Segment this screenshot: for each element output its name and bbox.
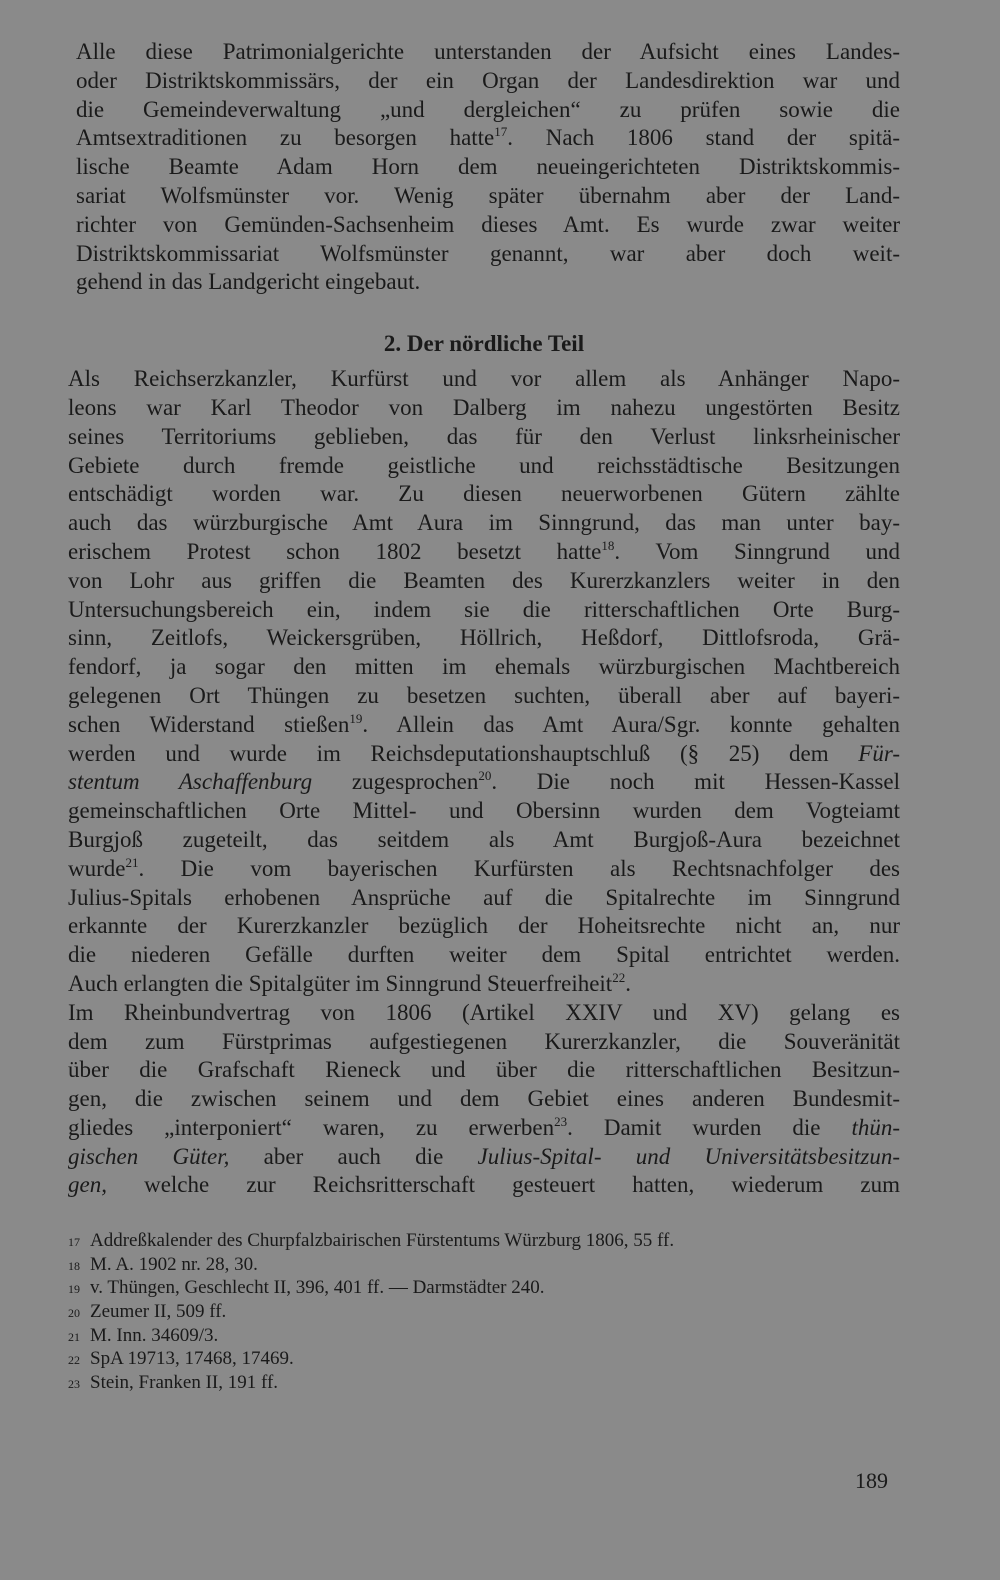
footnote-text: Zeumer II, 509 ff. [90, 1301, 227, 1323]
footnote-ref-18: 18 [601, 537, 615, 553]
text-segment: . Die vom bayerischen Kurfürsten als Rechtsnachfolger des [138, 855, 900, 881]
paragraph-patrimonialgerichte [76, 38, 900, 297]
text-segment: . Vom Sinngrund und [614, 538, 900, 564]
text-line: sinn, Zeitlofs, Weickersgrüben, Höllrich, Heßdorf, Dittlofsroda, Grä- [68, 625, 900, 651]
text-segment: aber auch die [229, 1143, 478, 1169]
italic-segment: Für- [858, 740, 900, 766]
text-line: erkannte der Kurerzkanzler bezüglich der Hoheitsrechte nicht an, nur [68, 913, 900, 939]
page-content [68, 38, 900, 1395]
footnote-ref-21: 21 [125, 854, 139, 870]
text-segment: . [625, 970, 631, 996]
italic-segment: Julius-Spital- und Universitätsbesitzun- [477, 1143, 900, 1169]
italic-segment: stentum Aschaffenburg [68, 769, 313, 795]
text-line [68, 1171, 900, 1200]
text-line: oder Distriktskommissärs, der ein Organ der Landesdirektion war und [76, 67, 900, 93]
footnote-ref-17: 17 [494, 124, 508, 140]
text-line: von Lohr aus griffen die Beamten des Kurerzkanzlers weiter in den [68, 567, 900, 593]
text-line: gemeinschaftlichen Orte Mittel- und Obersinn wurden dem Vogteiamt [68, 798, 900, 824]
text-line: fendorf, ja sogar den mitten im ehemals würzburgischen Machtbereich [68, 654, 900, 680]
footnote-number: 17 [68, 1235, 80, 1250]
text-line: die niederen Gefälle durften weiter dem Spital entrichtet werden. [68, 942, 900, 968]
text-segment: zugesprochen [312, 769, 479, 795]
text-line: leons war Karl Theodor von Dalberg im nahezu ungestörten Besitz [68, 394, 900, 420]
text-line [68, 740, 900, 769]
footnote-number: 18 [68, 1258, 80, 1273]
footnote-19 [68, 1277, 900, 1301]
text-line: Als Reichserzkanzler, Kurfürst und vor allem als Anhänger Napo- [68, 366, 900, 392]
text-line: gelegenen Ort Thüngen zu besetzen suchten, überall aber auf bayeri- [68, 682, 900, 708]
footnote-text: M. Inn. 34609/3. [90, 1324, 219, 1346]
text-line: Untersuchungsbereich ein, indem sie die ritterschaftlichen Orte Burg- [68, 596, 900, 622]
text-line [68, 1143, 900, 1172]
text-line: lische Beamte Adam Horn dem neueingerichteten Distriktskommis- [76, 154, 900, 180]
text-line: dem zum Fürstprimas aufgestiegenen Kurerzkanzler, die Souveränität [68, 1028, 900, 1054]
footnote-text: v. Thüngen, Geschlecht II, 396, 401 ff. — Darmstädter 240. [90, 1277, 545, 1299]
italic-segment: thün- [851, 1114, 900, 1140]
footnote-text: Stein, Franken II, 191 ff. [90, 1371, 279, 1393]
text-segment: . Die noch mit Hessen-Kassel [491, 769, 900, 795]
footnote-21 [68, 1325, 900, 1349]
text-line: Im Rheinbundvertrag von 1806 (Artikel XXIV und XV) gelang es [68, 999, 900, 1025]
footnote-22 [68, 1348, 900, 1372]
paragraph-rheinbundvertrag [68, 999, 900, 1201]
paragraph-reichserzkanzler [68, 365, 900, 999]
footnote-ref-19: 19 [349, 710, 363, 726]
text-line: Alle diese Patrimonialgerichte unterstanden der Aufsicht eines Landes- [76, 39, 900, 64]
footnote-number: 19 [68, 1282, 80, 1297]
footnote-18 [68, 1254, 900, 1278]
text-line: Burgjoß zugeteilt, das seitdem als Amt Burgjoß-Aura bezeichnet [68, 826, 900, 852]
text-segment: . Allein das Amt Aura/Sgr. konnte gehalten [362, 711, 900, 737]
text-segment: . Damit wurden die [567, 1114, 852, 1140]
footnote-number: 22 [68, 1353, 80, 1368]
footnote-number: 23 [68, 1376, 80, 1391]
footnote-text: M. A. 1902 nr. 28, 30. [90, 1253, 258, 1275]
text-line [68, 768, 900, 797]
section-heading: 2. Der nördliche Teil [383, 331, 585, 357]
footnote-text: Addreßkalender des Churpfalzbairischen Fürstentums Würzburg 1806, 55 ff. [90, 1230, 675, 1252]
text-segment: welche zur Reichsritterschaft gesteuert hatten, wiederum zum [106, 1172, 900, 1198]
text-line [68, 855, 900, 884]
text-segment: erischem Protest schon 1802 besetzt hatte [68, 538, 602, 564]
text-line [68, 711, 900, 740]
footnote-17 [68, 1230, 900, 1254]
italic-segment: gischen Güter, [68, 1143, 230, 1169]
italic-segment: gen, [68, 1172, 107, 1198]
text-segment: Auch erlangten die Spitalgüter im Sinngrund Steuerfreiheit [68, 970, 613, 996]
text-line: die Gemeindeverwaltung „und dergleichen“ zu prüfen sowie die [76, 96, 900, 122]
footnote-20 [68, 1301, 900, 1325]
text-line: gen, die zwischen seinem und dem Gebiet eines anderen Bundesmit- [68, 1086, 900, 1112]
text-segment: werden und wurde im Reichsdeputationshauptschluß (§ 25) dem [68, 740, 859, 766]
text-line: gehend in das Landgericht eingebaut. [76, 269, 421, 295]
text-line: auch das würzburgische Amt Aura im Sinngrund, das man unter bay- [68, 510, 900, 536]
footnote-number: 21 [68, 1329, 80, 1344]
text-line [76, 124, 900, 153]
footnotes [68, 1230, 900, 1395]
text-line: entschädigt worden war. Zu diesen neuerworbenen Gütern zählte [68, 481, 900, 507]
footnote-ref-23: 23 [554, 1113, 568, 1129]
text-line: über die Grafschaft Rieneck und über die ritterschaftlichen Besitzun- [68, 1057, 900, 1083]
text-line: Distriktskommissariat Wolfsmünster genannt, war aber doch weit- [76, 240, 900, 266]
text-line: richter von Gemünden-Sachsenheim dieses Amt. Es wurde zwar weiter [76, 211, 900, 237]
text-segment: . Nach 1806 stand der spitä- [507, 125, 900, 151]
footnote-23 [68, 1372, 900, 1396]
text-line [68, 970, 900, 999]
text-segment: Amtsextraditionen zu besorgen hatte [76, 125, 495, 151]
text-line [68, 538, 900, 567]
text-segment: gliedes „interponiert“ waren, zu erwerben [68, 1114, 555, 1140]
footnote-number: 20 [68, 1306, 80, 1321]
text-line: seines Territoriums geblieben, das für den Verlust linksrheinischer [68, 423, 900, 449]
footnote-text: SpA 19713, 17468, 17469. [90, 1348, 294, 1370]
footnote-ref-20: 20 [478, 768, 492, 784]
text-line [68, 1114, 900, 1143]
text-segment: wurde [68, 855, 126, 881]
footnote-ref-22: 22 [612, 969, 626, 985]
text-segment: schen Widerstand stießen [68, 711, 350, 737]
text-line: sariat Wolfsmünster vor. Wenig später übernahm aber der Land- [76, 182, 900, 208]
text-line: Julius-Spitals erhobenen Ansprüche auf die Spitalrechte im Sinngrund [68, 884, 900, 910]
text-line: Gebiete durch fremde geistliche und reichsstädtische Besitzungen [68, 452, 900, 478]
page-number: 189 [855, 1468, 888, 1493]
